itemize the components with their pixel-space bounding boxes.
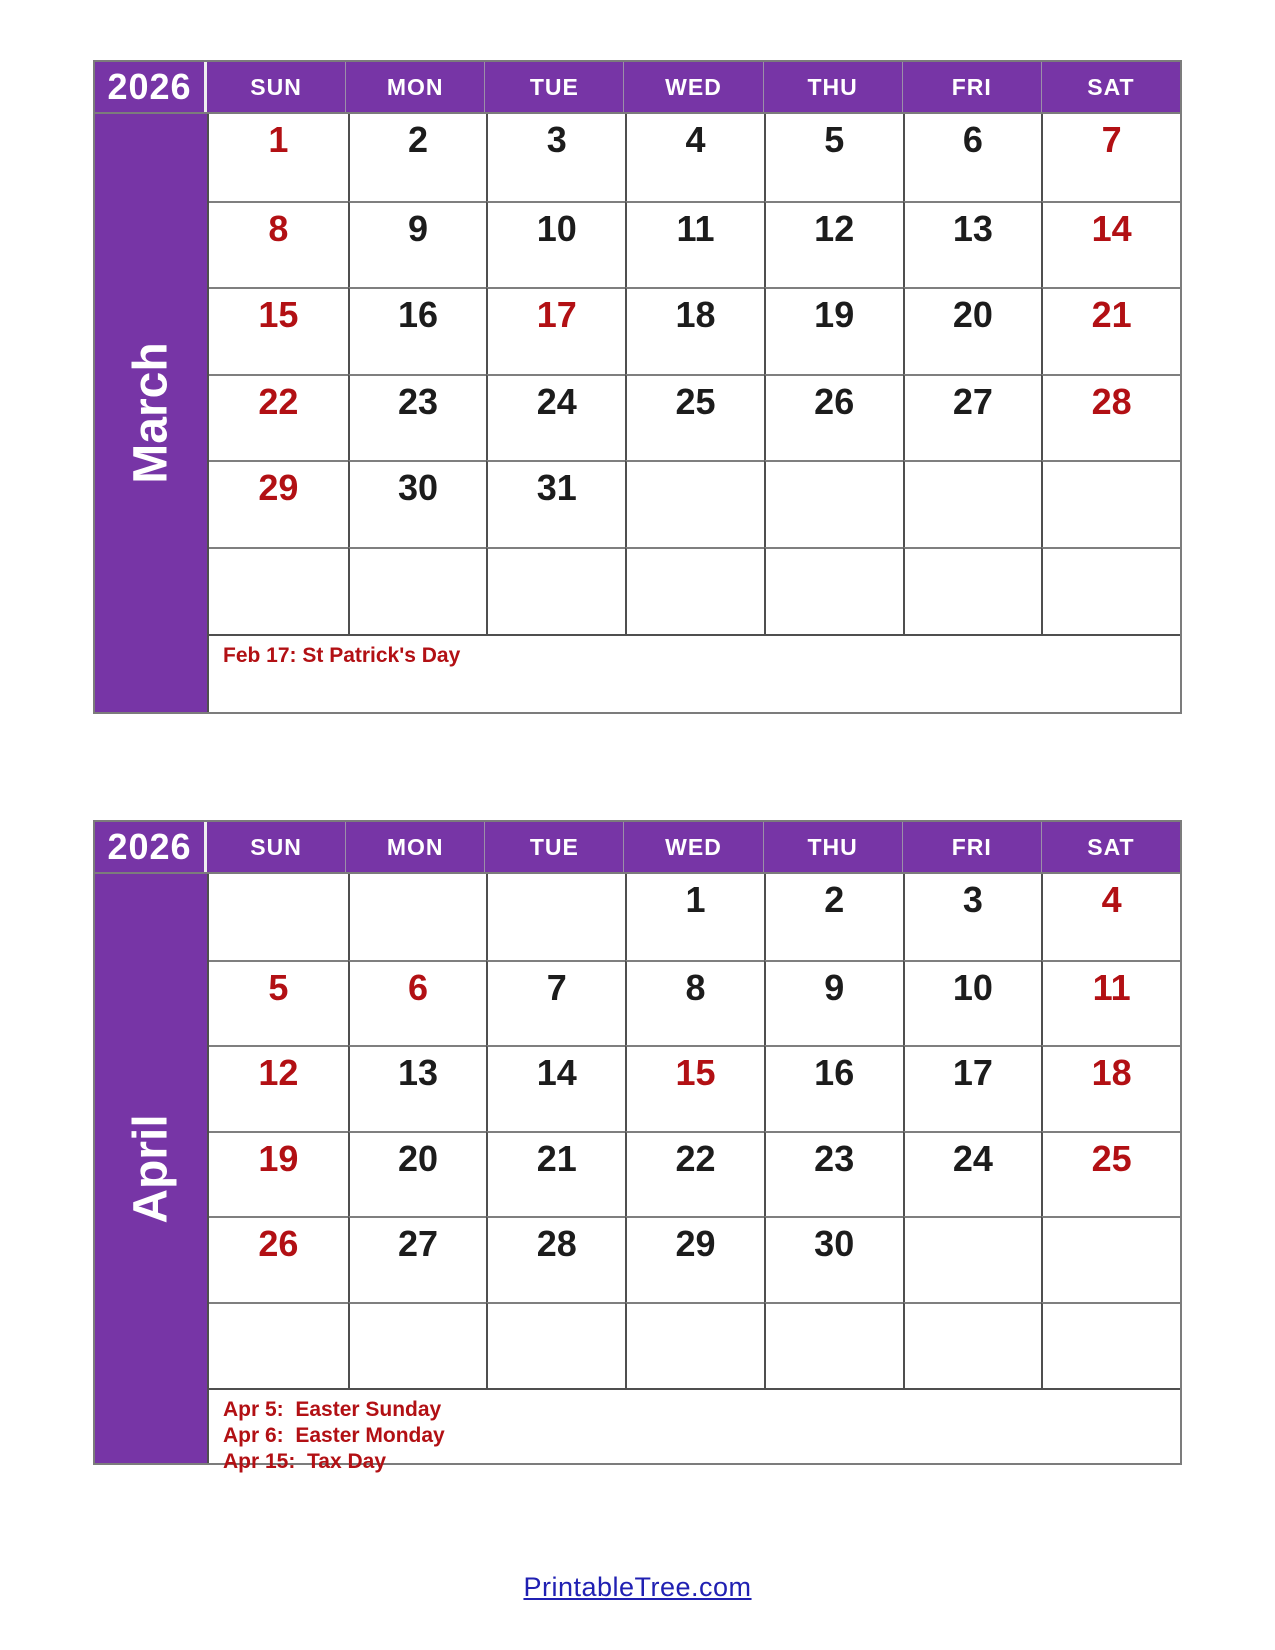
date-cell-28: 28 xyxy=(1041,374,1180,461)
date-cell-22: 22 xyxy=(625,1131,764,1217)
date-cell-3: 3 xyxy=(903,874,1042,960)
month-band xyxy=(95,114,207,712)
date-cell-17: 17 xyxy=(903,1045,1042,1131)
date-cell-empty xyxy=(348,547,487,634)
date-cell-28: 28 xyxy=(486,1216,625,1302)
date-cell-empty xyxy=(486,547,625,634)
date-cell-8: 8 xyxy=(209,201,348,288)
holiday-notes xyxy=(209,634,1180,712)
date-cell-8: 8 xyxy=(625,960,764,1046)
date-cell-empty xyxy=(764,547,903,634)
date-cell-empty xyxy=(486,874,625,960)
holiday-note: Apr 5: Easter Sunday xyxy=(223,1397,442,1421)
date-cell-empty xyxy=(625,1302,764,1388)
year-label: 2026 xyxy=(95,62,207,112)
weekday-header-thu: THU xyxy=(763,822,902,872)
date-cell-5: 5 xyxy=(209,960,348,1046)
calendar-body xyxy=(95,112,1180,712)
date-cell-empty xyxy=(1041,547,1180,634)
date-cell-26: 26 xyxy=(764,374,903,461)
month-band xyxy=(95,874,207,1463)
date-cell-30: 30 xyxy=(348,460,487,547)
holiday-note: Apr 15: Tax Day xyxy=(223,1450,387,1474)
date-cell-30: 30 xyxy=(764,1216,903,1302)
date-cell-empty xyxy=(348,1302,487,1388)
date-cell-5: 5 xyxy=(764,114,903,201)
date-cell-24: 24 xyxy=(486,374,625,461)
date-cell-empty xyxy=(764,460,903,547)
date-cell-29: 29 xyxy=(209,460,348,547)
date-cell-23: 23 xyxy=(348,374,487,461)
date-cell-18: 18 xyxy=(1041,1045,1180,1131)
weekday-header-tue: TUE xyxy=(484,62,623,112)
date-cell-19: 19 xyxy=(209,1131,348,1217)
date-cell-24: 24 xyxy=(903,1131,1042,1217)
weekday-header-row xyxy=(207,62,1180,112)
month-label: April xyxy=(124,1113,178,1224)
date-cell-15: 15 xyxy=(625,1045,764,1131)
date-cell-17: 17 xyxy=(486,287,625,374)
date-cell-empty xyxy=(903,460,1042,547)
date-cell-4: 4 xyxy=(625,114,764,201)
date-cell-21: 21 xyxy=(1041,287,1180,374)
date-cell-2: 2 xyxy=(764,874,903,960)
date-cell-23: 23 xyxy=(764,1131,903,1217)
weekday-header-tue: TUE xyxy=(484,822,623,872)
date-cell-empty xyxy=(1041,1216,1180,1302)
holiday-notes xyxy=(209,1388,1180,1482)
date-cell-6: 6 xyxy=(348,960,487,1046)
date-cell-12: 12 xyxy=(209,1045,348,1131)
date-grid xyxy=(209,874,1180,1388)
calendar-body xyxy=(95,872,1180,1474)
date-cell-7: 7 xyxy=(486,960,625,1046)
date-cell-empty xyxy=(209,1302,348,1388)
date-cell-22: 22 xyxy=(209,374,348,461)
weekday-header-mon: MON xyxy=(345,822,484,872)
date-cell-15: 15 xyxy=(209,287,348,374)
calendar-march xyxy=(93,60,1182,714)
date-cell-empty xyxy=(1041,460,1180,547)
date-cell-16: 16 xyxy=(764,1045,903,1131)
date-cell-14: 14 xyxy=(486,1045,625,1131)
date-cell-19: 19 xyxy=(764,287,903,374)
date-cell-25: 25 xyxy=(1041,1131,1180,1217)
holiday-note: Apr 6: Easter Monday xyxy=(223,1423,445,1447)
date-cell-13: 13 xyxy=(903,201,1042,288)
date-cell-empty xyxy=(625,460,764,547)
date-cell-27: 27 xyxy=(348,1216,487,1302)
date-cell-2: 2 xyxy=(348,114,487,201)
date-cell-empty xyxy=(348,874,487,960)
date-cell-12: 12 xyxy=(764,201,903,288)
date-cell-empty xyxy=(209,874,348,960)
weekday-header-sun: SUN xyxy=(207,62,345,112)
weekday-header-wed: WED xyxy=(623,822,762,872)
weekday-header-fri: FRI xyxy=(902,822,1041,872)
brand-link[interactable]: PrintableTree.com xyxy=(523,1572,752,1602)
date-cell-29: 29 xyxy=(625,1216,764,1302)
date-cell-20: 20 xyxy=(903,287,1042,374)
date-cell-1: 1 xyxy=(625,874,764,960)
date-cell-empty xyxy=(903,1302,1042,1388)
weekday-header-row xyxy=(207,822,1180,872)
date-cell-empty xyxy=(1041,1302,1180,1388)
date-cell-1: 1 xyxy=(268,119,289,160)
brand-footer xyxy=(0,1572,1275,1603)
date-grid xyxy=(209,114,1180,634)
date-cell-6: 6 xyxy=(903,114,1042,201)
date-cell-11: 11 xyxy=(1041,960,1180,1046)
date-cell-10: 10 xyxy=(486,201,625,288)
date-cell-16: 16 xyxy=(348,287,487,374)
date-cell-empty xyxy=(903,547,1042,634)
date-cell-empty xyxy=(764,1302,903,1388)
holiday-note: Feb 17: St Patrick's Day xyxy=(223,643,461,667)
date-cell-4: 4 xyxy=(1041,874,1180,960)
date-cell-18: 18 xyxy=(625,287,764,374)
date-cell-25: 25 xyxy=(625,374,764,461)
date-cell-3: 3 xyxy=(486,114,625,201)
weekday-header-thu: THU xyxy=(763,62,902,112)
date-cell-9: 9 xyxy=(764,960,903,1046)
grid-wrap xyxy=(207,874,1180,1474)
grid-wrap xyxy=(207,114,1180,712)
date-cell-13: 13 xyxy=(348,1045,487,1131)
date-cell-empty xyxy=(486,1302,625,1388)
date-cell-7: 7 xyxy=(1041,114,1180,201)
weekday-header-mon: MON xyxy=(345,62,484,112)
weekday-header-sat: SAT xyxy=(1041,822,1180,872)
calendar-header xyxy=(95,62,1180,112)
weekday-header-fri: FRI xyxy=(902,62,1041,112)
date-cell-11: 11 xyxy=(625,201,764,288)
date-cell-27: 27 xyxy=(903,374,1042,461)
month-label: March xyxy=(124,342,178,484)
date-cell-26: 26 xyxy=(209,1216,348,1302)
date-cell-empty xyxy=(625,547,764,634)
year-label: 2026 xyxy=(95,822,207,872)
date-cell-empty xyxy=(209,547,348,634)
date-cell-21: 21 xyxy=(486,1131,625,1217)
calendar-header xyxy=(95,822,1180,872)
date-cell-20: 20 xyxy=(348,1131,487,1217)
date-cell-14: 14 xyxy=(1041,201,1180,288)
calendar-april xyxy=(93,820,1182,1474)
date-cell-10: 10 xyxy=(903,960,1042,1046)
weekday-header-sun: SUN xyxy=(207,822,345,872)
weekday-header-wed: WED xyxy=(623,62,762,112)
weekday-header-sat: SAT xyxy=(1041,62,1180,112)
date-cell-31: 31 xyxy=(486,460,625,547)
date-cell-9: 9 xyxy=(348,201,487,288)
date-cell-empty xyxy=(903,1216,1042,1302)
